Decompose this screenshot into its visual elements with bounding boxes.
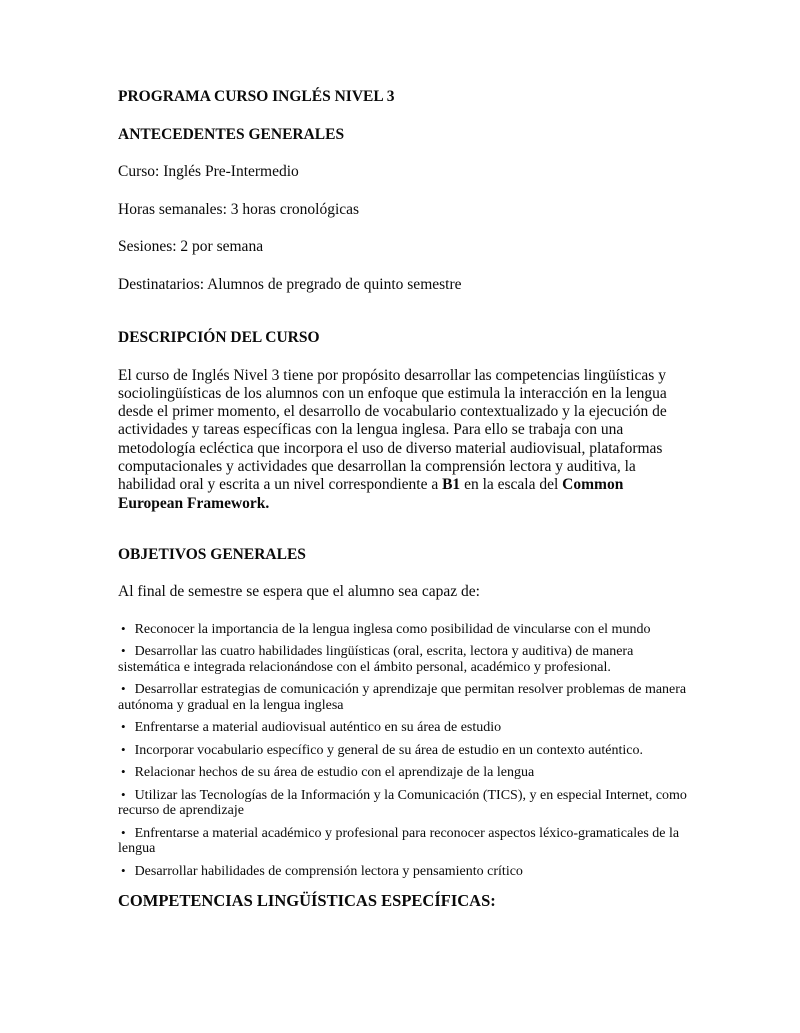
curso-line: Curso: Inglés Pre-Intermedio [118, 163, 299, 180]
bullet-icon: • [121, 824, 126, 840]
descripcion-bold-b1: B1 [442, 476, 461, 494]
objetivo-text: Enfrentarse a material audiovisual auténtico en su área de estudio [134, 720, 502, 736]
document-content [118, 88, 688, 928]
objetivos-list [118, 621, 688, 880]
list-item [118, 764, 688, 781]
objetivo-text: Desarrollar estrategias de comunicación y aprendizaje que permitan resolver problemas de manera autónoma y gradual en la lengua inglesa [118, 682, 687, 713]
horas-line: Horas semanales: 3 horas cronológicas [118, 200, 360, 218]
list-item [118, 863, 688, 880]
competencias-heading: COMPETENCIAS LINGÜÍSTICAS ESPECÍFICAS: [118, 891, 496, 911]
bullet-icon: • [121, 620, 126, 636]
list-item [118, 742, 688, 759]
list-item [118, 643, 688, 675]
destinatarios-line: Destinatarios: Alumnos de pregrado de quinto semestre [118, 275, 462, 293]
bullet-icon: • [121, 862, 126, 878]
bullet-icon: • [121, 764, 126, 780]
objetivos-heading: OBJETIVOS GENERALES [118, 545, 306, 563]
list-item [118, 787, 688, 819]
descripcion-text-2: en la escala del [460, 476, 563, 494]
objetivo-text: Relacionar hechos de su área de estudio con el aprendizaje de la lengua [134, 765, 535, 781]
bullet-icon: • [121, 719, 126, 735]
bullet-icon: • [121, 681, 126, 697]
objetivo-text: Desarrollar habilidades de comprensión lectora y pensamiento crítico [134, 863, 523, 879]
list-item [118, 719, 688, 736]
bullet-icon: • [121, 643, 126, 659]
objetivos-intro: Al final de semestre se espera que el alumno sea capaz de: [118, 583, 480, 601]
objetivo-text: Enfrentarse a material académico y profesional para reconocer aspectos léxico-gramaticales de la lengua [118, 825, 680, 857]
objetivo-text: Utilizar las Tecnologías de la Información y la Comunicación (TICS), y en especial Internet, como recurso de aprendizaje [118, 787, 687, 819]
antecedentes-heading: ANTECEDENTES GENERALES [118, 125, 345, 143]
objetivo-text: Reconocer la importancia de la lengua inglesa como posibilidad de vincularse con el mundo [134, 621, 651, 637]
list-item [118, 621, 688, 638]
bullet-icon: • [121, 741, 126, 757]
bullet-icon: • [121, 786, 126, 802]
list-item [118, 825, 688, 857]
sesiones-line: Sesiones: 2 por semana [118, 238, 264, 255]
descripcion-paragraph [118, 367, 688, 513]
descripcion-text-1: El curso de Inglés Nivel 3 tiene por propósito desarrollar las competencias lingüísticas y sociolingüísticas de los alumnos con un enfoque que estimula la interacción en la lengua desde el primer momento, el desarrollo de vocabulario contextualizado y la ejecución de actividades y tareas específicas con la lengua inglesa. Para ello se trabaja con una metodología ecléctica que incorpora el uso de diverso material audiovisual, plataformas computacionales y actividades que desarrollan la comprensión lectora y auditiva, la habilidad oral y escrita a un nivel correspondiente a [118, 366, 667, 494]
objetivo-text: Incorporar vocabulario específico y general de su área de estudio en un contexto auténtico. [134, 742, 644, 758]
list-item [118, 681, 688, 713]
objetivo-text: Desarrollar las cuatro habilidades lingüísticas (oral, escrita, lectora y auditiva) de manera sistemática e integrada relacionándose con el ámbito personal, académico y profesional. [118, 644, 634, 675]
document-title: PROGRAMA CURSO INGLÉS NIVEL 3 [118, 88, 395, 105]
descripcion-heading: DESCRIPCIÓN DEL CURSO [118, 329, 320, 346]
descripcion-bold-framework: Common European Framework. [118, 476, 624, 512]
